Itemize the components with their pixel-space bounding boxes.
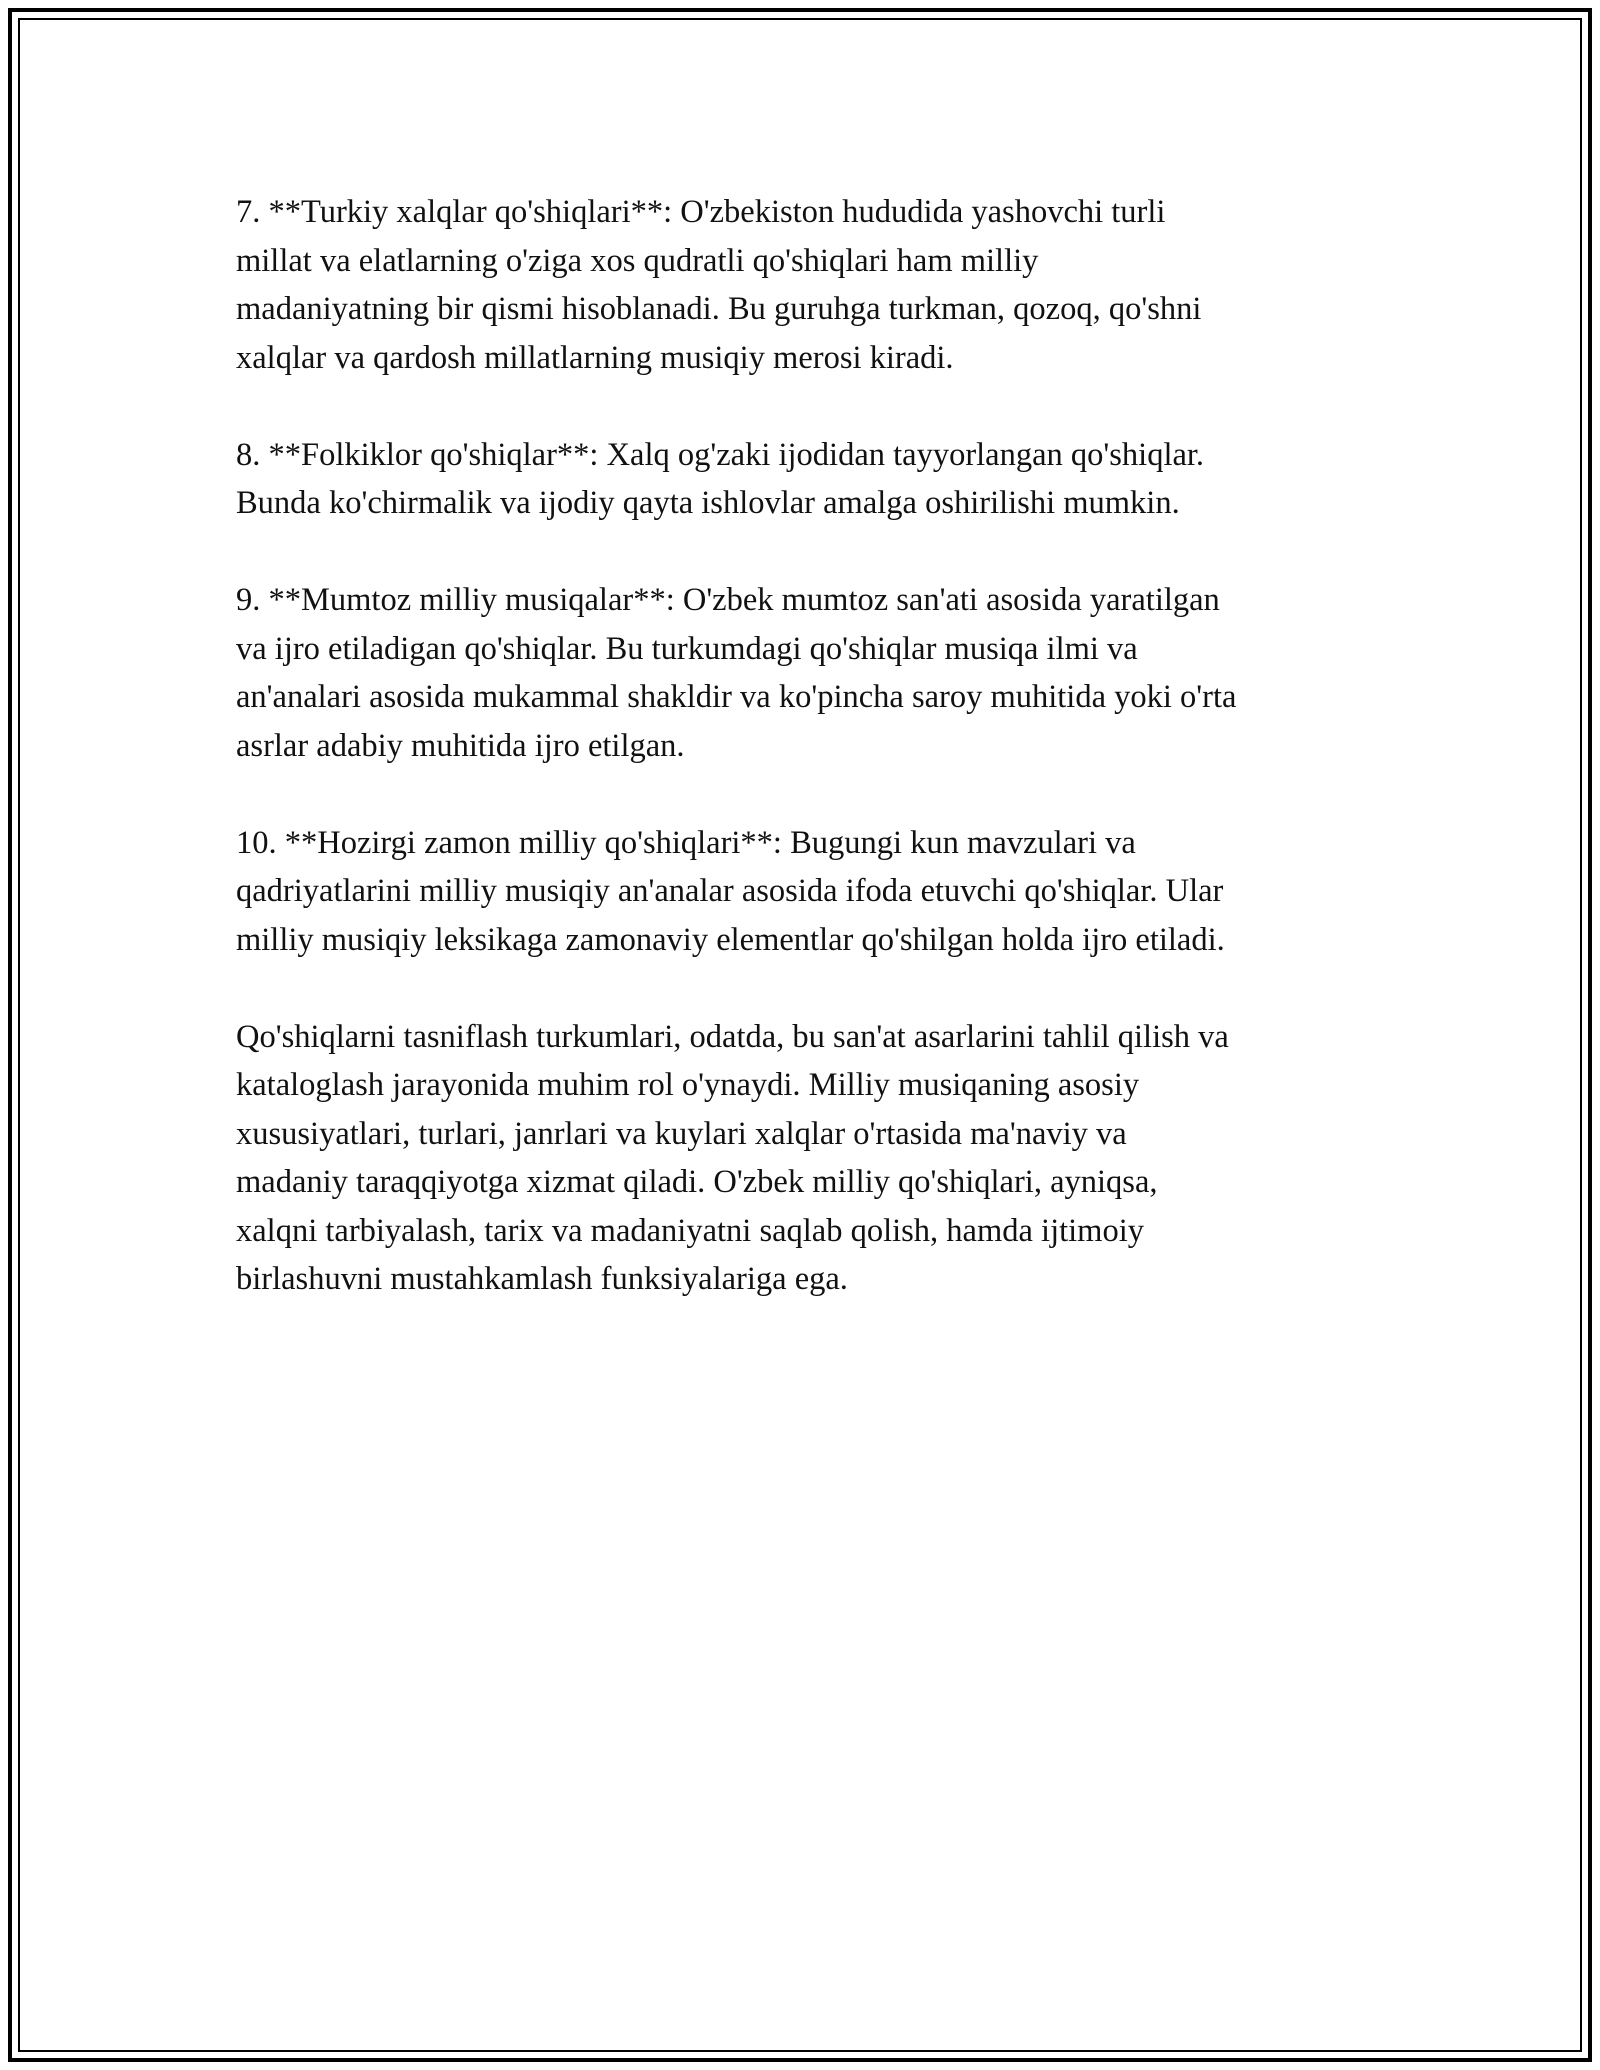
paragraph-item-9: 9. **Mumtoz milliy musiqalar**: O'zbek mumtoz san'ati asosida yaratilgan va ijro etiladigan qo'shiqlar. Bu turkumdagi qo'shiqlar musiqa ilmi va an'analari asosida mukammal shakldir va ko'pincha saroy muhitida yoki o'rta asrlar adabiy muhitida ijro etilgan. bbox=[236, 582, 1237, 764]
paragraph-item-7: 7. **Turkiy xalqlar qo'shiqlari**: O'zbekiston hududida yashovchi turli millat va elatlarning o'ziga xos qudratli qo'shiqlari ham milliy madaniyatning bir qismi hisoblanadi. Bu guruhga turkman, qozoq, qo'shni xalqlar va qardosh millatlarning musiqiy merosi kiradi. bbox=[236, 194, 1202, 376]
document-body bbox=[236, 188, 1376, 1304]
paragraph-item-10: 10. **Hozirgi zamon milliy qo'shiqlari**: Bugungi kun mavzulari va qadriyatlarini milliy musiqiy an'analar asosida ifoda etuvchi qo'shiqlar. Ular milliy musiqiy leksikaga zamonaviy elementlar qo'shilgan holda ijro etiladi. bbox=[236, 824, 1225, 958]
paragraph-item-8: 8. **Folkiklor qo'shiqlar**: Xalq og'zaki ijodidan tayyorlangan qo'shiqlar. Bunda ko'chirmalik va ijodiy qayta ishlovlar amalga oshirilishi mumkin. bbox=[236, 436, 1205, 521]
paragraph-conclusion: Qo'shiqlarni tasniflash turkumlari, odatda, bu san'at asarlarini tahlil qilish va kataloglash jarayonida muhim rol o'ynaydi. Milliy musiqaning asosiy xususiyatlari, turlari, janrlari va kuylari xalqlar o'rtasida ma'naviy va madaniy taraqqiyotga xizmat qiladi. O'zbek milliy qo'shiqlari, ayniqsa, xalqni tarbiyalash, tarix va madaniyatni saqlab qolish, hamda ijtimoiy birlashuvni mustahkamlash funksiyalariga ega. bbox=[236, 1018, 1229, 1297]
